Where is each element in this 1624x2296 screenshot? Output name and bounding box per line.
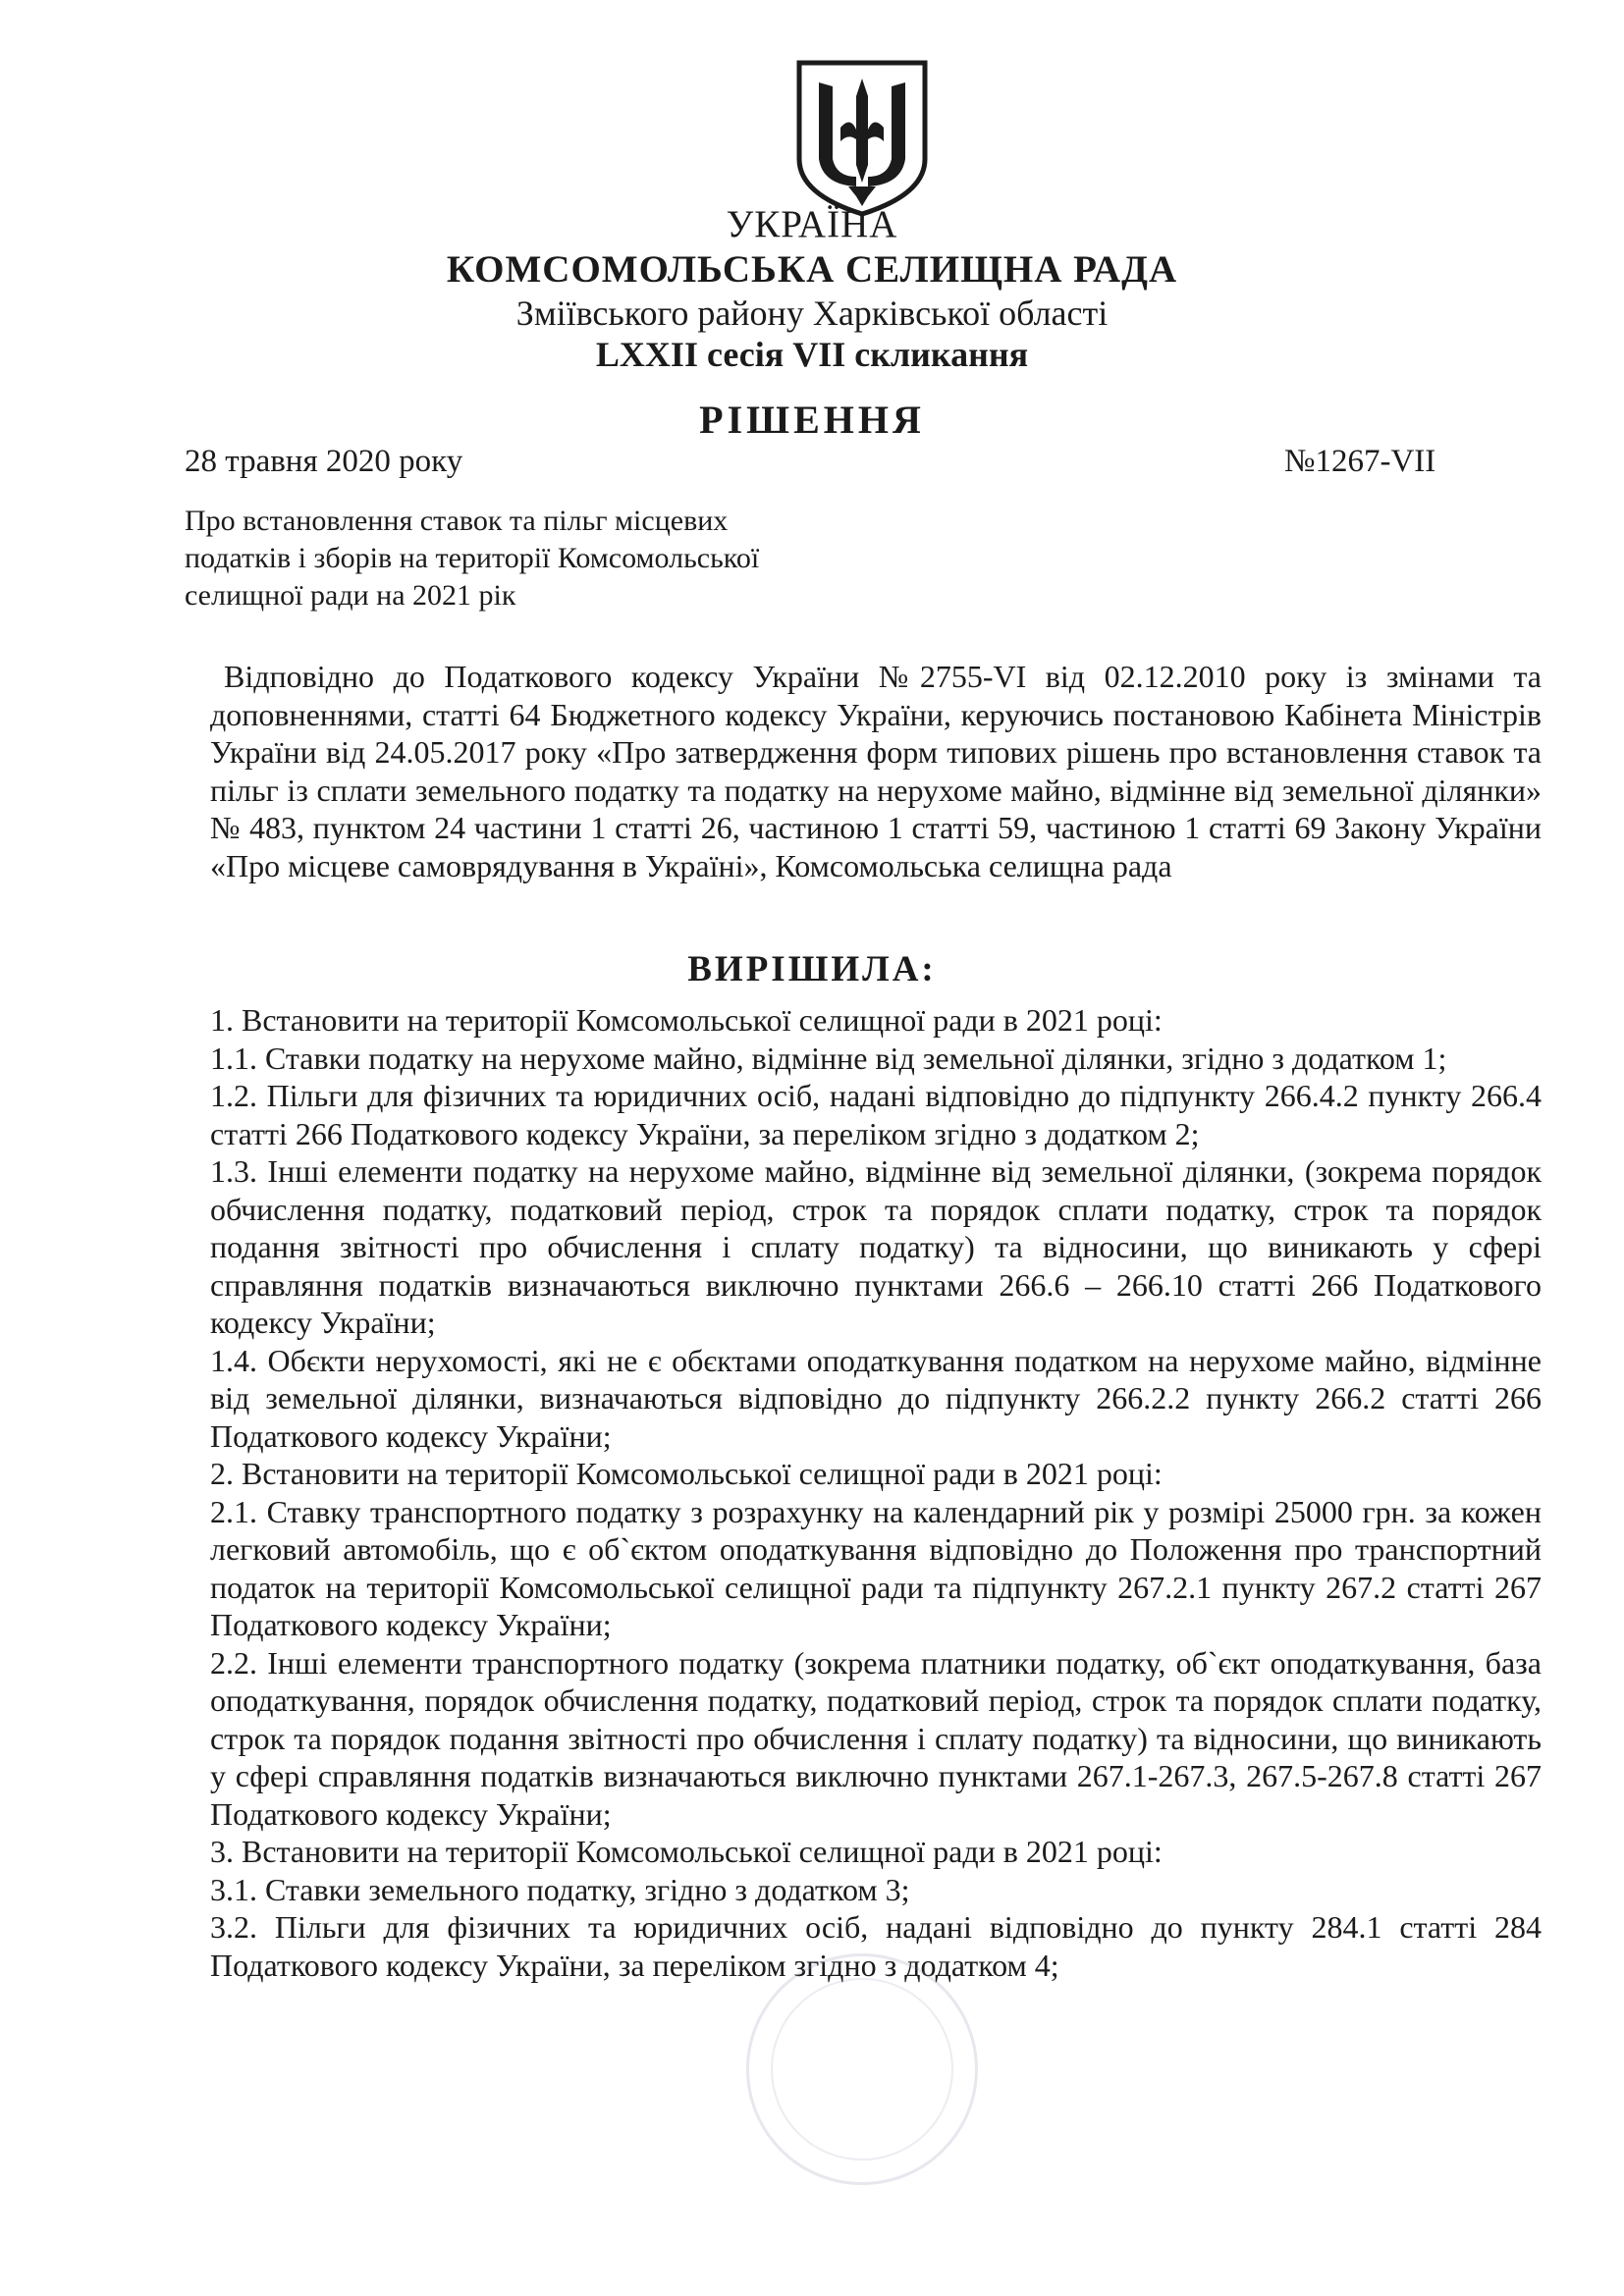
subject-line: податків і зборів на території Комсомольської xyxy=(185,542,760,574)
document-type: РІШЕННЯ xyxy=(699,398,925,442)
item-paragraph: 1. Встановити на території Комсомольської селищної ради в 2021 році: xyxy=(210,1002,1163,1038)
preamble-paragraph: Відповідно до Податкового кодексу України №2755-VI від 02.12.2010 року із змінами та доповненнями, статті 64 Бюджетного кодексу України, керуючись постановою Кабінета Міністрів України від 24.05.2017 року «Про затвердження форм типових рішень про встановлення ставок та пільг із сплати земельного податку та податку на нерухоме майно, відмінне від земельної ділянки» № 483, пунктом 24 частини 1 статті 26, частиною 1 статті 59, частиною 1 статті 69 Закону України «Про місцеве самоврядування в Україні», Комсомольська селищна рада xyxy=(210,659,1542,883)
council-name: КОМСОМОЛЬСЬКА СЕЛИЩНА РАДА xyxy=(446,248,1178,291)
item-paragraph: 3.1. Ставки земельного податку, згідно з додатком 3; xyxy=(210,1871,910,1907)
decision-number: №1267-VII xyxy=(1284,444,1436,479)
decision-items xyxy=(210,1001,1542,1984)
item-paragraph: 3. Встановити на території Комсомольської селищної ради в 2021 році: xyxy=(210,1834,1163,1869)
decision-subject xyxy=(185,503,892,614)
decided-heading: ВИРІШИЛА: xyxy=(687,949,937,989)
decision-date: 28 травня 2020 року xyxy=(185,444,463,479)
official-seal xyxy=(746,1953,978,2185)
item-paragraph: 3.2. Пільги для фізичних та юридичних осіб, надані відповідно до пункту 284.1 статті 284 Податкового кодексу України, за переліком згідно з додатком 4; xyxy=(210,1909,1542,1983)
item-paragraph: 2.2. Інші елементи транспортного податку (зокрема платники податку, об`єкт оподаткування, база оподаткування, порядок обчислення податку, податковий період, строк та порядок сплати податку, строк та порядок подання звітності про обчислення і сплату податку) та відносини, що виникають у сфері справляння податків визначаються виключно пунктами 267.1-267.3, 267.5-267.8 статті 267 Податкового кодексу України; xyxy=(210,1644,1542,1832)
session-title: LXXII сесія VII скликання xyxy=(595,335,1029,374)
district-name: Зміївського району Харківської області xyxy=(515,294,1109,333)
coat-of-arms-icon xyxy=(793,57,931,218)
country-name: УКРАЇНА xyxy=(726,203,898,245)
item-paragraph: 1.2. Пільги для фізичних та юридичних осіб, надані відповідно до підпункту 266.4.2 пункту 266.4 статті 266 Податкового кодексу України, за переліком згідно з додатком 2; xyxy=(210,1078,1542,1151)
item-paragraph: 1.1. Ставки податку на нерухоме майно, відмінне від земельної ділянки, згідно з додатком 1; xyxy=(210,1040,1447,1076)
item-paragraph: 2. Встановити на території Комсомольської селищної ради в 2021 році: xyxy=(210,1456,1163,1491)
item-paragraph: 1.4. Обєкти нерухомості, які не є обєктами оподаткування податком на нерухоме майно, відмінне від земельної ділянки, визначаються відповідно до підпункту 266.2.2 пункту 266.2 статті 266 Податкового кодексу України; xyxy=(210,1342,1542,1454)
subject-line: селищної ради на 2021 рік xyxy=(185,579,516,612)
subject-line: Про встановлення ставок та пільг місцевих xyxy=(185,505,729,537)
item-paragraph: 2.1. Ставку транспортного податку з розрахунку на календарний рік у розмірі 25000 грн. за кожен легковий автомобіль, що є об`єктом оподаткування відповідно до Положення про транспортний податок на території Комсомольської селищної ради та підпункту 267.2.1 пункту 267.2 статті 267 Податкового кодексу України; xyxy=(210,1493,1542,1642)
item-paragraph: 1.3. Інші елементи податку на нерухоме майно, відмінне від земельної ділянки, (зокрема порядок обчислення податку, податковий період, строк та порядок сплати податку, строк та порядок подання звітності про обчислення і сплату податку) та відносини, що виникають у сфері справляння податків визначаються виключно пунктами 266.6 – 266.10 статті 266 Податкового кодексу України; xyxy=(210,1153,1542,1340)
